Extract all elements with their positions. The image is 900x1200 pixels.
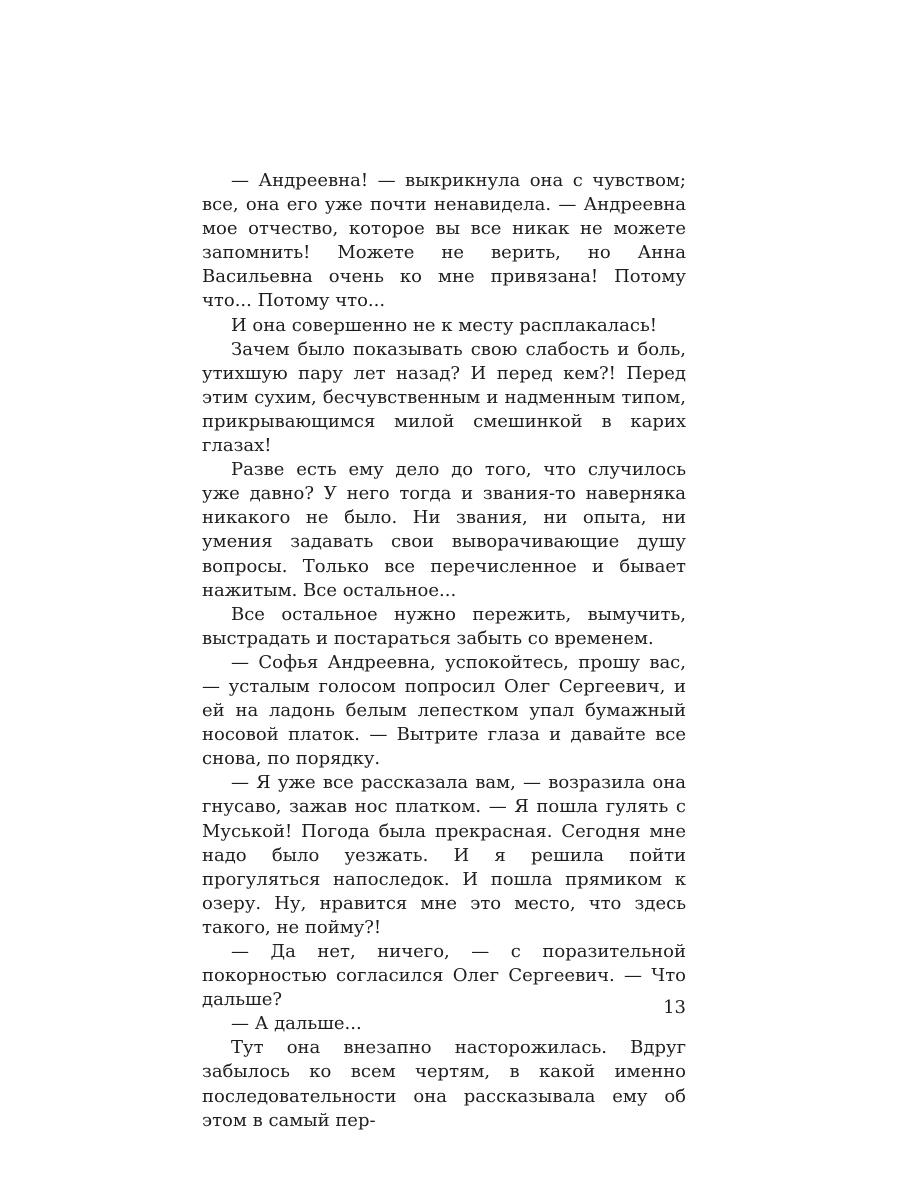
paragraph-4: Разве есть ему дело до того, что случилось уже давно? У него тогда и звания-то наверняка никакого не было. Ни звания, ни опыта, ни умения задавать свои выворачивающие душу вопросы. Только все перечисленное и бывает нажитым. Все остальное... xyxy=(202,459,686,601)
paragraph-10: Тут она внезапно насторожилась. Вдруг забылось ко всем чертям, в какой именно последовательности она рассказывала ему об этом в самый пер- xyxy=(202,1037,686,1131)
body-text xyxy=(202,169,686,1133)
paragraph-9: — А дальше... xyxy=(231,1013,362,1035)
paragraph-7: — Я уже все рассказала вам, — возразила она гнусаво, зажав нос платком. — Я пошла гулять с Муськой! Погода была прекрасная. Сегодня мне надо было уезжать. И я решила пойти прогуляться напоследок. И пошла прямиком к озеру. Ну, нравится мне это место, что здесь такого, не пойму?! xyxy=(202,772,686,938)
paragraph-1: — Андреевна! — выкрикнула она с чувством; все, она его уже почти ненавидела. — Андреевна мое отчество, которое вы все никак не можете запомнить! Можете не верить, но Анна Васильевна очень ко мне привязана! Потому что... Потому что... xyxy=(202,170,686,312)
paragraph-5: Все остальное нужно пережить, вымучить, выстрадать и постараться забыть со временем. xyxy=(202,603,686,649)
page-number: 13 xyxy=(663,997,686,1018)
paragraph-3: Зачем было показывать свою слабость и боль, утихшую пару лет назад? И перед кем?! Перед этим сухим, бесчувственным и надменным типом, прикрывающимся милой смешинкой в карих глазах! xyxy=(202,338,686,457)
paragraph-6: — Софья Андреевна, успокойтесь, прошу вас, — усталым голосом попросил Олег Сергеевич, и ей на ладонь белым лепестком упал бумажный носовой платок. — Вытрите глаза и давайте все снова, по порядку. xyxy=(202,651,686,770)
paragraph-2: И она совершенно не к месту расплакалась! xyxy=(231,314,657,336)
paragraph-8: — Да нет, ничего, — с поразительной покорностью согласился Олег Сергеевич. — Что дальше? xyxy=(202,941,686,1011)
